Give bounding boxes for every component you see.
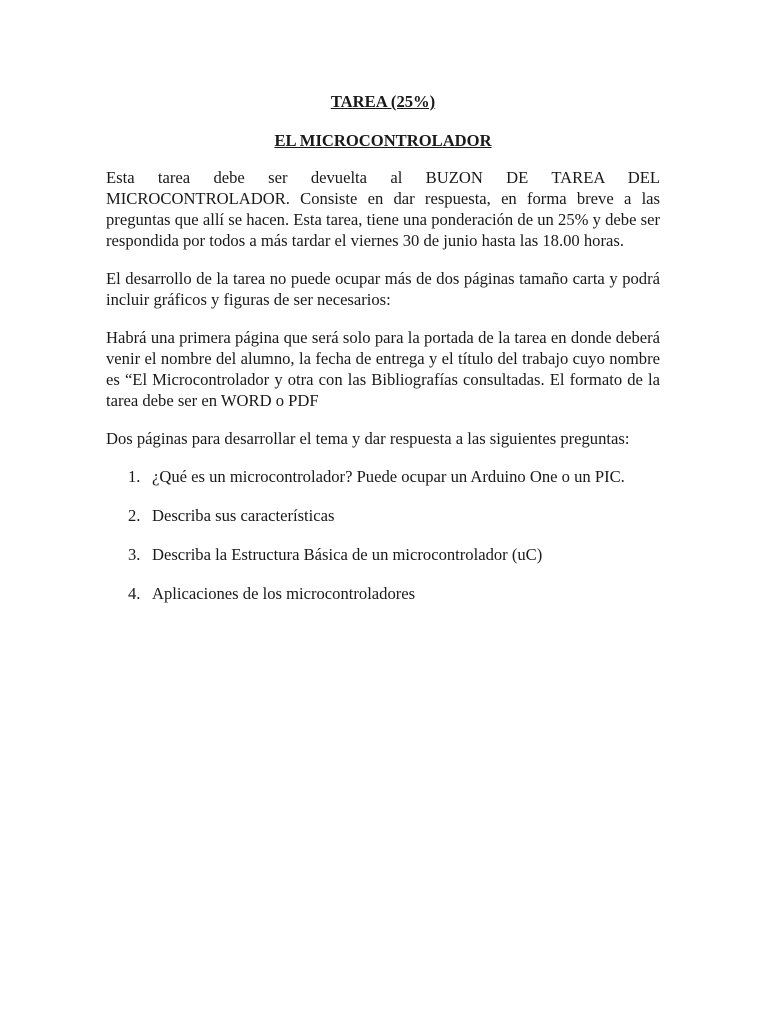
question-text: ¿Qué es un microcontrolador? Puede ocupar un Arduino One o un PIC. [152,467,625,486]
question-text: Aplicaciones de los microcontroladores [152,584,416,603]
paragraph-instructions: Esta tarea debe ser devuelta al BUZON DE TAREA DEL MICROCONTROLADOR. Consiste en dar respuesta, en forma breve a las preguntas que allí se hacen. Esta tarea, tiene una ponderación de un 25% y debe ser respondida por todos a más tardar el viernes 30 de junio hasta las 18.00 horas. [106,168,660,250]
question-item [106,544,660,565]
document-subtitle: EL MICROCONTROLADOR [274,131,492,150]
question-number: 4. [128,584,141,603]
questions-list [106,466,660,604]
question-item [106,505,660,526]
paragraph-length: El desarrollo de la tarea no puede ocupar más de dos páginas tamaño carta y podrá incluir gráficos y figuras de ser necesarios: [106,269,660,309]
question-text: Describa la Estructura Básica de un microcontrolador (uC) [152,545,543,564]
document-body [106,91,660,622]
question-item [106,583,660,604]
paragraph-questions-intro: Dos páginas para desarrollar el tema y dar respuesta a las siguientes preguntas: [106,429,630,448]
question-number: 2. [128,506,141,525]
question-item [106,466,660,487]
question-number: 3. [128,545,141,564]
question-number: 1. [128,467,141,486]
document-title: TAREA (25%) [330,92,436,111]
question-text: Describa sus características [152,506,335,525]
paragraph-format: Habrá una primera página que será solo para la portada de la tarea en donde deberá venir el nombre del alumno, la fecha de entrega y el título del trabajo cuyo nombre es “El Microcontrolador y otra con las Bibliografías consultadas. El formato de la tarea debe ser en WORD o PDF [106,328,660,410]
